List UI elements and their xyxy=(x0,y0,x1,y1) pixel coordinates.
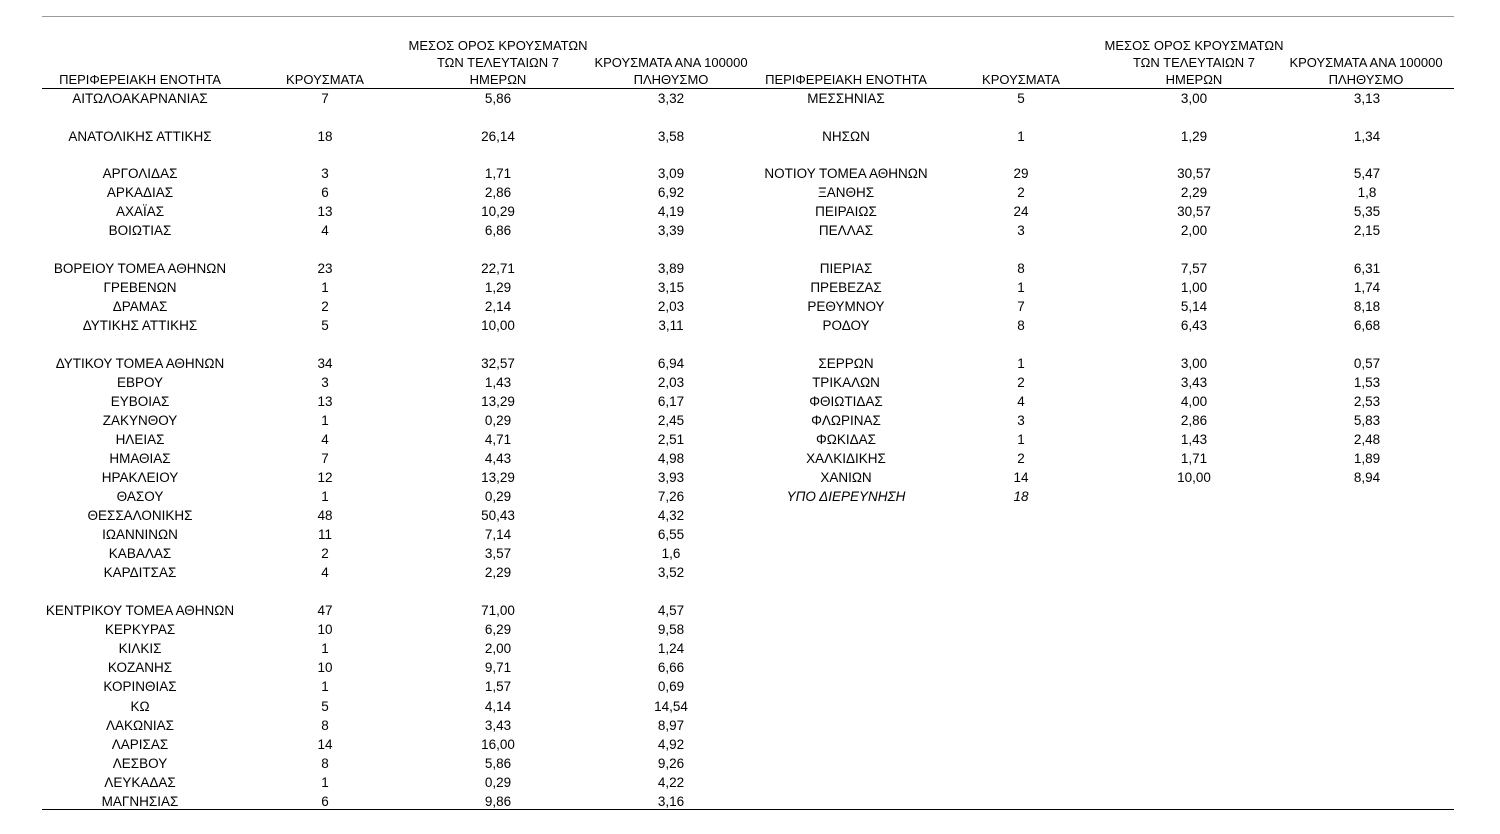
right-row-13-per100k: 2,53 xyxy=(1353,394,1381,409)
right-row-12-cases: 2 xyxy=(1017,375,1025,390)
left-row-21-avg: 3,57 xyxy=(484,546,512,561)
right-row-17-per100k: 8,94 xyxy=(1353,470,1381,485)
left-row-13-avg: 13,29 xyxy=(481,394,515,409)
header-avg-right-line2: ΤΩΝ ΤΕΛΕΥΤΑΙΩΝ 7 xyxy=(1132,55,1256,70)
left-row-13-per100k: 6,17 xyxy=(657,394,685,409)
header-avg-left-line3: ΗΜΕΡΩΝ xyxy=(469,72,527,87)
left-row-22-region: ΚΑΡΔΙΤΣΑΣ xyxy=(103,565,177,580)
right-row-5-region: ΠΕΙΡΑΙΩΣ xyxy=(815,204,877,219)
right-row-6-cases: 3 xyxy=(1017,223,1025,238)
left-row-26-region: ΚΟΖΑΝΗΣ xyxy=(107,660,173,675)
right-row-3-cases: 29 xyxy=(1013,166,1029,181)
right-row-18-cases: 18 xyxy=(1013,489,1029,504)
header-per100k-left-line1: ΚΡΟΥΣΜΑΤΑ ΑΝΑ 100000 xyxy=(594,55,748,70)
left-row-26-avg: 9,71 xyxy=(484,660,512,675)
right-row-1-per100k: 3,13 xyxy=(1353,91,1381,106)
right-row-2-region: ΝΗΣΩΝ xyxy=(822,129,870,144)
right-row-10-avg: 6,43 xyxy=(1180,318,1208,333)
top-rule xyxy=(42,16,1454,17)
left-row-29-region: ΛΑΚΩΝΙΑΣ xyxy=(106,718,174,733)
left-row-5-avg: 10,29 xyxy=(481,204,515,219)
right-row-9-region: ΡΕΘΥΜΝΟΥ xyxy=(807,299,885,314)
left-row-20-region: ΙΩΑΝΝΙΝΩΝ xyxy=(102,527,178,542)
left-row-10-per100k: 3,11 xyxy=(658,318,684,333)
left-row-20-avg: 7,14 xyxy=(484,527,512,542)
left-row-1-cases: 7 xyxy=(321,91,329,106)
left-row-2-per100k: 3,58 xyxy=(657,129,685,144)
left-row-2-cases: 18 xyxy=(317,129,333,144)
left-row-12-region: ΕΒΡΟΥ xyxy=(116,375,164,390)
header-avg-left-line2: ΤΩΝ ΤΕΛΕΥΤΑΙΩΝ 7 xyxy=(436,55,560,70)
right-row-8-per100k: 1,74 xyxy=(1353,280,1381,295)
right-row-17-region: ΧΑΝΙΩΝ xyxy=(820,470,872,485)
left-row-27-region: ΚΟΡΙΝΘΙΑΣ xyxy=(103,679,177,694)
right-row-15-per100k: 2,48 xyxy=(1353,432,1381,447)
left-row-10-region: ΔΥΤΙΚΗΣ ΑΤΤΙΚΗΣ xyxy=(82,318,198,333)
left-row-30-region: ΛΑΡΙΣΑΣ xyxy=(111,737,169,752)
left-row-9-region: ΔΡΑΜΑΣ xyxy=(112,299,168,314)
left-row-31-region: ΛΕΣΒΟΥ xyxy=(112,756,168,771)
left-row-25-avg: 2,00 xyxy=(484,641,512,656)
right-row-3-per100k: 5,47 xyxy=(1353,166,1381,181)
left-row-4-region: ΑΡΚΑΔΙΑΣ xyxy=(106,185,174,200)
header-per100k-right-line1: ΚΡΟΥΣΜΑΤΑ ΑΝΑ 100000 xyxy=(1289,55,1443,70)
left-row-33-cases: 6 xyxy=(321,794,329,809)
left-row-16-per100k: 4,98 xyxy=(657,451,685,466)
left-row-12-avg: 1,43 xyxy=(484,375,512,390)
left-row-4-cases: 6 xyxy=(321,185,329,200)
right-row-12-region: ΤΡΙΚΑΛΩΝ xyxy=(812,375,880,390)
left-row-33-region: ΜΑΓΝΗΣΙΑΣ xyxy=(101,794,179,809)
left-row-21-per100k: 1,6 xyxy=(661,546,681,561)
left-row-8-per100k: 3,15 xyxy=(657,280,685,295)
header-region-right: ΠΕΡΙΦΕΡΕΙΑΚΗ ΕΝΟΤΗΤΑ xyxy=(765,72,927,87)
left-row-20-per100k: 6,55 xyxy=(657,527,685,542)
right-row-14-per100k: 5,83 xyxy=(1353,413,1381,428)
left-row-6-avg: 6,86 xyxy=(484,223,512,238)
header-region-left: ΠΕΡΙΦΕΡΕΙΑΚΗ ΕΝΟΤΗΤΑ xyxy=(59,72,221,87)
left-row-23-cases: 47 xyxy=(317,603,333,618)
right-row-14-avg: 2,86 xyxy=(1180,413,1208,428)
right-row-12-per100k: 1,53 xyxy=(1353,375,1381,390)
left-row-18-region: ΘΑΣΟΥ xyxy=(116,489,164,504)
right-row-16-cases: 2 xyxy=(1017,451,1025,466)
right-row-14-region: ΦΛΩΡΙΝΑΣ xyxy=(811,413,881,428)
header-cases-right: ΚΡΟΥΣΜΑΤΑ xyxy=(982,72,1060,87)
right-row-6-per100k: 2,15 xyxy=(1353,223,1381,238)
left-row-21-region: ΚΑΒΑΛΑΣ xyxy=(108,546,172,561)
right-row-8-cases: 1 xyxy=(1017,280,1025,295)
left-row-25-cases: 1 xyxy=(321,641,329,656)
right-row-8-avg: 1,00 xyxy=(1180,280,1208,295)
left-row-17-avg: 13,29 xyxy=(481,470,515,485)
left-row-1-per100k: 3,32 xyxy=(657,91,685,106)
left-row-9-cases: 2 xyxy=(321,299,329,314)
right-row-7-per100k: 6,31 xyxy=(1353,261,1381,276)
bottom-rule xyxy=(42,809,1454,810)
right-row-14-cases: 3 xyxy=(1017,413,1025,428)
right-row-3-avg: 30,57 xyxy=(1177,166,1211,181)
left-row-15-per100k: 2,51 xyxy=(657,432,685,447)
left-row-29-avg: 3,43 xyxy=(484,718,512,733)
left-row-20-cases: 11 xyxy=(317,527,333,542)
left-row-19-region: ΘΕΣΣΑΛΟΝΙΚΗΣ xyxy=(87,508,193,523)
right-row-12-avg: 3,43 xyxy=(1180,375,1208,390)
left-row-29-per100k: 8,97 xyxy=(657,718,685,733)
left-row-21-cases: 2 xyxy=(321,546,329,561)
right-row-9-cases: 7 xyxy=(1017,299,1025,314)
left-row-13-region: ΕΥΒΟΙΑΣ xyxy=(110,394,170,409)
right-row-10-per100k: 6,68 xyxy=(1353,318,1381,333)
right-row-1-region: ΜΕΣΣΗΝΙΑΣ xyxy=(807,91,885,106)
header-avg-right-line1: ΜΕΣΟΣ ΟΡΟΣ ΚΡΟΥΣΜΑΤΩΝ xyxy=(1104,38,1284,53)
right-row-2-avg: 1,29 xyxy=(1180,129,1208,144)
left-row-32-avg: 0,29 xyxy=(484,775,512,790)
right-row-16-per100k: 1,89 xyxy=(1353,451,1381,466)
left-row-28-per100k: 14,54 xyxy=(654,699,688,714)
left-row-18-cases: 1 xyxy=(321,489,329,504)
left-row-17-per100k: 3,93 xyxy=(657,470,685,485)
left-row-25-per100k: 1,24 xyxy=(657,641,685,656)
left-row-18-avg: 0,29 xyxy=(484,489,512,504)
right-row-8-region: ΠΡΕΒΕΖΑΣ xyxy=(810,280,882,295)
right-row-4-cases: 2 xyxy=(1017,185,1025,200)
right-row-6-region: ΠΕΛΛΑΣ xyxy=(818,223,874,238)
left-row-24-avg: 6,29 xyxy=(484,622,512,637)
left-row-32-cases: 1 xyxy=(321,775,329,790)
left-row-7-cases: 23 xyxy=(317,261,333,276)
left-row-24-region: ΚΕΡΚΥΡΑΣ xyxy=(104,622,176,637)
left-row-8-avg: 1,29 xyxy=(484,280,512,295)
left-row-30-cases: 14 xyxy=(317,737,333,752)
left-row-4-avg: 2,86 xyxy=(484,185,512,200)
left-row-15-cases: 4 xyxy=(321,432,329,447)
right-row-13-cases: 4 xyxy=(1017,394,1025,409)
left-row-31-cases: 8 xyxy=(321,756,329,771)
left-row-16-cases: 7 xyxy=(321,451,329,466)
left-row-8-region: ΓΡΕΒΕΝΩΝ xyxy=(103,280,177,295)
left-row-12-cases: 3 xyxy=(321,375,329,390)
right-row-7-region: ΠΙΕΡΙΑΣ xyxy=(819,261,873,276)
left-row-11-avg: 32,57 xyxy=(481,356,515,371)
left-row-5-per100k: 4,19 xyxy=(657,204,685,219)
left-row-22-avg: 2,29 xyxy=(484,565,512,580)
left-row-24-cases: 10 xyxy=(317,622,333,637)
left-row-5-region: ΑΧΑΪΑΣ xyxy=(115,204,165,219)
right-row-10-region: ΡΟΔΟΥ xyxy=(822,318,870,333)
header-per100k-left-line2: ΠΛΗΘΥΣΜΟ xyxy=(633,72,709,87)
left-row-23-per100k: 4,57 xyxy=(657,603,685,618)
right-row-10-cases: 8 xyxy=(1017,318,1025,333)
left-row-10-avg: 10,00 xyxy=(481,318,515,333)
left-row-19-avg: 50,43 xyxy=(481,508,515,523)
right-row-2-cases: 1 xyxy=(1017,129,1025,144)
left-row-9-avg: 2,14 xyxy=(484,299,512,314)
right-row-5-per100k: 5,35 xyxy=(1353,204,1381,219)
left-row-13-cases: 13 xyxy=(317,394,333,409)
left-row-31-avg: 5,86 xyxy=(484,756,512,771)
right-row-7-avg: 7,57 xyxy=(1180,261,1208,276)
right-row-15-cases: 1 xyxy=(1017,432,1025,447)
left-row-24-per100k: 9,58 xyxy=(657,622,685,637)
left-row-33-avg: 9,86 xyxy=(484,794,512,809)
left-row-3-cases: 3 xyxy=(321,166,329,181)
right-row-5-cases: 24 xyxy=(1013,204,1029,219)
left-row-10-cases: 5 xyxy=(321,318,329,333)
left-row-7-region: ΒΟΡΕΙΟΥ ΤΟΜΕΑ ΑΘΗΝΩΝ xyxy=(53,261,227,276)
left-row-3-avg: 1,71 xyxy=(484,166,512,181)
header-rule xyxy=(42,88,1454,89)
left-row-2-avg: 26,14 xyxy=(481,129,515,144)
left-row-29-cases: 8 xyxy=(321,718,329,733)
left-row-23-region: ΚΕΝΤΡΙΚΟΥ ΤΟΜΕΑ ΑΘΗΝΩΝ xyxy=(45,603,235,618)
left-row-5-cases: 13 xyxy=(317,204,333,219)
left-row-6-cases: 4 xyxy=(321,223,329,238)
left-row-1-avg: 5,86 xyxy=(484,91,512,106)
header-avg-right-line3: ΗΜΕΡΩΝ xyxy=(1165,72,1223,87)
right-row-18-region: ΥΠΟ ΔΙΕΡΕΥΝΗΣΗ xyxy=(786,489,906,504)
right-row-11-region: ΣΕΡΡΩΝ xyxy=(818,356,874,371)
right-row-9-avg: 5,14 xyxy=(1180,299,1208,314)
left-row-31-per100k: 9,26 xyxy=(657,756,685,771)
left-row-15-avg: 4,71 xyxy=(484,432,512,447)
left-row-27-avg: 1,57 xyxy=(484,679,512,694)
left-row-25-region: ΚΙΛΚΙΣ xyxy=(118,641,162,656)
left-row-17-region: ΗΡΑΚΛΕΙΟΥ xyxy=(101,470,179,485)
right-row-5-avg: 30,57 xyxy=(1177,204,1211,219)
right-row-9-per100k: 8,18 xyxy=(1353,299,1381,314)
left-row-28-cases: 5 xyxy=(321,699,329,714)
right-row-15-avg: 1,43 xyxy=(1180,432,1208,447)
right-row-4-per100k: 1,8 xyxy=(1357,185,1377,200)
left-row-30-per100k: 4,92 xyxy=(657,737,685,752)
left-row-19-cases: 48 xyxy=(317,508,333,523)
left-row-22-per100k: 3,52 xyxy=(657,565,685,580)
left-row-2-region: ΑΝΑΤΟΛΙΚΗΣ ΑΤΤΙΚΗΣ xyxy=(68,129,212,144)
right-row-11-cases: 1 xyxy=(1017,356,1025,371)
left-row-28-region: ΚΩ xyxy=(130,699,150,714)
left-row-32-region: ΛΕΥΚΑΔΑΣ xyxy=(104,775,176,790)
left-row-16-avg: 4,43 xyxy=(484,451,512,466)
left-row-14-avg: 0,29 xyxy=(484,413,512,428)
left-row-8-cases: 1 xyxy=(321,280,329,295)
right-row-16-avg: 1,71 xyxy=(1180,451,1208,466)
header-cases-left: ΚΡΟΥΣΜΑΤΑ xyxy=(286,72,364,87)
right-row-7-cases: 8 xyxy=(1017,261,1025,276)
left-row-32-per100k: 4,22 xyxy=(657,775,685,790)
right-row-4-region: ΞΑΝΘΗΣ xyxy=(817,185,875,200)
right-row-17-avg: 10,00 xyxy=(1177,470,1211,485)
left-row-23-avg: 71,00 xyxy=(481,603,515,618)
left-row-7-avg: 22,71 xyxy=(481,261,515,276)
left-row-30-avg: 16,00 xyxy=(481,737,515,752)
left-row-26-cases: 10 xyxy=(317,660,333,675)
header-per100k-right-line2: ΠΛΗΘΥΣΜΟ xyxy=(1328,72,1404,87)
left-row-17-cases: 12 xyxy=(317,470,333,485)
right-row-16-region: ΧΑΛΚΙΔΙΚΗΣ xyxy=(806,451,886,466)
right-row-13-avg: 4,00 xyxy=(1180,394,1208,409)
left-row-7-per100k: 3,89 xyxy=(657,261,685,276)
left-row-6-region: ΒΟΙΩΤΙΑΣ xyxy=(108,223,172,238)
right-row-1-cases: 5 xyxy=(1017,91,1025,106)
left-row-4-per100k: 6,92 xyxy=(657,185,685,200)
right-row-17-cases: 14 xyxy=(1013,470,1029,485)
left-row-28-avg: 4,14 xyxy=(484,699,512,714)
left-row-19-per100k: 4,32 xyxy=(657,508,685,523)
header-avg-left-line1: ΜΕΣΟΣ ΟΡΟΣ ΚΡΟΥΣΜΑΤΩΝ xyxy=(408,38,588,53)
right-row-2-per100k: 1,34 xyxy=(1353,129,1381,144)
left-row-9-per100k: 2,03 xyxy=(657,299,685,314)
right-row-3-region: ΝΟΤΙΟΥ ΤΟΜΕΑ ΑΘΗΝΩΝ xyxy=(764,166,928,181)
left-row-27-cases: 1 xyxy=(321,679,329,694)
left-row-14-cases: 1 xyxy=(321,413,329,428)
right-row-4-avg: 2,29 xyxy=(1180,185,1208,200)
left-row-1-region: ΑΙΤΩΛΟΑΚΑΡΝΑΝΙΑΣ xyxy=(72,91,208,106)
left-row-16-region: ΗΜΑΘΙΑΣ xyxy=(109,451,171,466)
right-row-15-region: ΦΩΚΙΔΑΣ xyxy=(816,432,876,447)
left-row-26-per100k: 6,66 xyxy=(657,660,685,675)
left-row-6-per100k: 3,39 xyxy=(657,223,685,238)
right-row-11-avg: 3,00 xyxy=(1180,356,1208,371)
left-row-15-region: ΗΛΕΙΑΣ xyxy=(115,432,165,447)
left-row-11-region: ΔΥΤΙΚΟΥ ΤΟΜΕΑ ΑΘΗΝΩΝ xyxy=(55,356,225,371)
right-row-1-avg: 3,00 xyxy=(1180,91,1208,106)
left-row-22-cases: 4 xyxy=(321,565,329,580)
left-row-33-per100k: 3,16 xyxy=(657,794,685,809)
left-row-3-per100k: 3,09 xyxy=(657,166,685,181)
left-row-27-per100k: 0,69 xyxy=(657,679,685,694)
left-row-12-per100k: 2,03 xyxy=(657,375,685,390)
left-row-14-per100k: 2,45 xyxy=(657,413,685,428)
right-row-13-region: ΦΘΙΩΤΙΔΑΣ xyxy=(809,394,883,409)
left-row-11-per100k: 6,94 xyxy=(657,356,685,371)
right-row-6-avg: 2,00 xyxy=(1180,223,1208,238)
right-row-11-per100k: 0,57 xyxy=(1353,356,1381,371)
left-row-18-per100k: 7,26 xyxy=(657,489,685,504)
left-row-3-region: ΑΡΓΟΛΙΔΑΣ xyxy=(102,166,178,181)
left-row-14-region: ΖΑΚΥΝΘΟΥ xyxy=(102,413,178,428)
left-row-11-cases: 34 xyxy=(317,356,333,371)
